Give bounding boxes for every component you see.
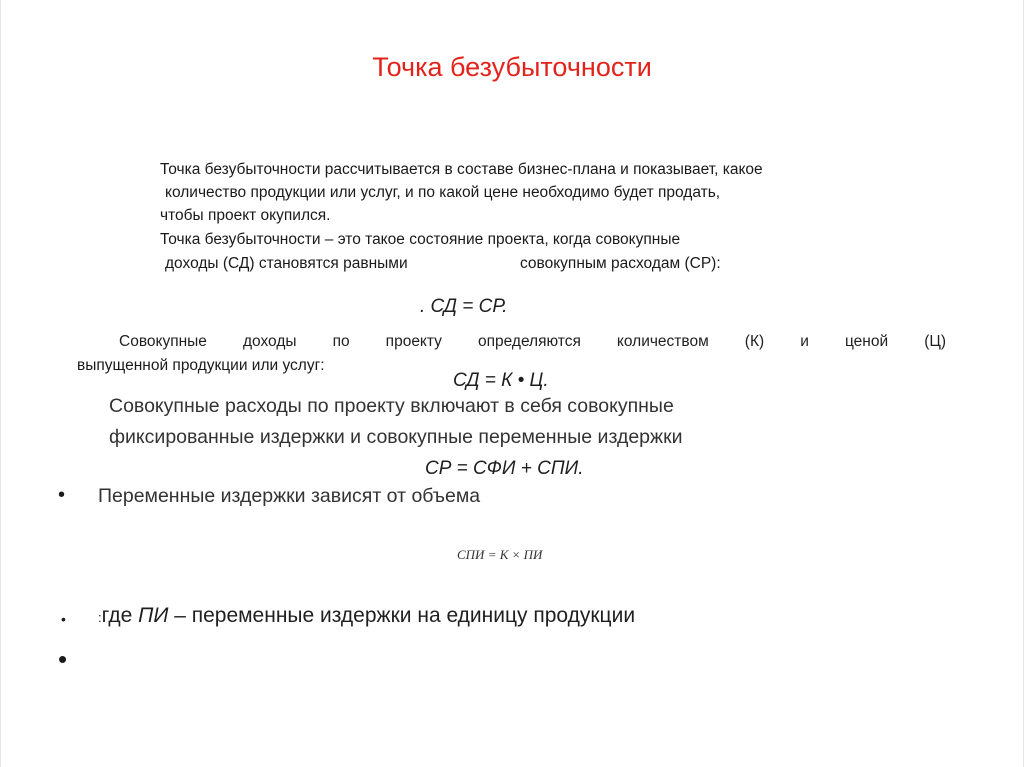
intro-line-3: чтобы проект окупился.: [160, 207, 331, 224]
revenue-line-2: выпущенной продукции или услуг:: [77, 357, 325, 374]
bullet-2-line: [98, 604, 635, 628]
slide-title: Точка безубыточности: [372, 52, 652, 82]
formula-sd-eq-sr: . СД = СР.: [420, 296, 508, 317]
formula-sr-eq-sfi-spi: СР = СФИ + СПИ.: [425, 458, 584, 479]
bullet-3-marker: •: [58, 644, 68, 674]
bullet-1-marker: •: [58, 484, 66, 506]
intro-line-1: Точка безубыточности рассчитывается в составе бизнес-плана и показывает, какое: [160, 161, 763, 178]
formula-sd-eq-k-c: СД = К • Ц.: [453, 370, 549, 391]
revenue-line-1: [77, 333, 946, 351]
intro-line-5a: доходы (СД) становятся равными: [165, 255, 408, 272]
bullet-2-rest: – переменные издержки на единицу продукции: [168, 604, 636, 627]
bullet-2-marker: •: [61, 611, 66, 627]
bullet-1-text: Переменные издержки зависят от объема: [98, 485, 481, 507]
formula-spi-eq-k-x-pi: СПИ = К × ПИ: [457, 547, 543, 562]
costs-line-1: Совокупные расходы по проекту включают в себя совокупные: [109, 395, 674, 417]
intro-line-5b: совокупным расходам (СР):: [520, 255, 721, 272]
bullet-2-colon: :: [98, 610, 102, 625]
intro-line-4: Точка безубыточности – это такое состояние проекта, когда совокупные: [160, 231, 681, 248]
bullet-2-pi: ПИ: [138, 604, 169, 627]
costs-line-2: фиксированные издержки и совокупные переменные издержки: [109, 426, 683, 448]
revenue-line-1-text: Совокупные доходы по проекту определяются количеством (К) и ценой (Ц): [119, 333, 946, 350]
intro-line-2: количество продукции или услуг, и по какой цене необходимо будет продать,: [165, 184, 721, 201]
bullet-2-gde: где: [101, 604, 139, 627]
